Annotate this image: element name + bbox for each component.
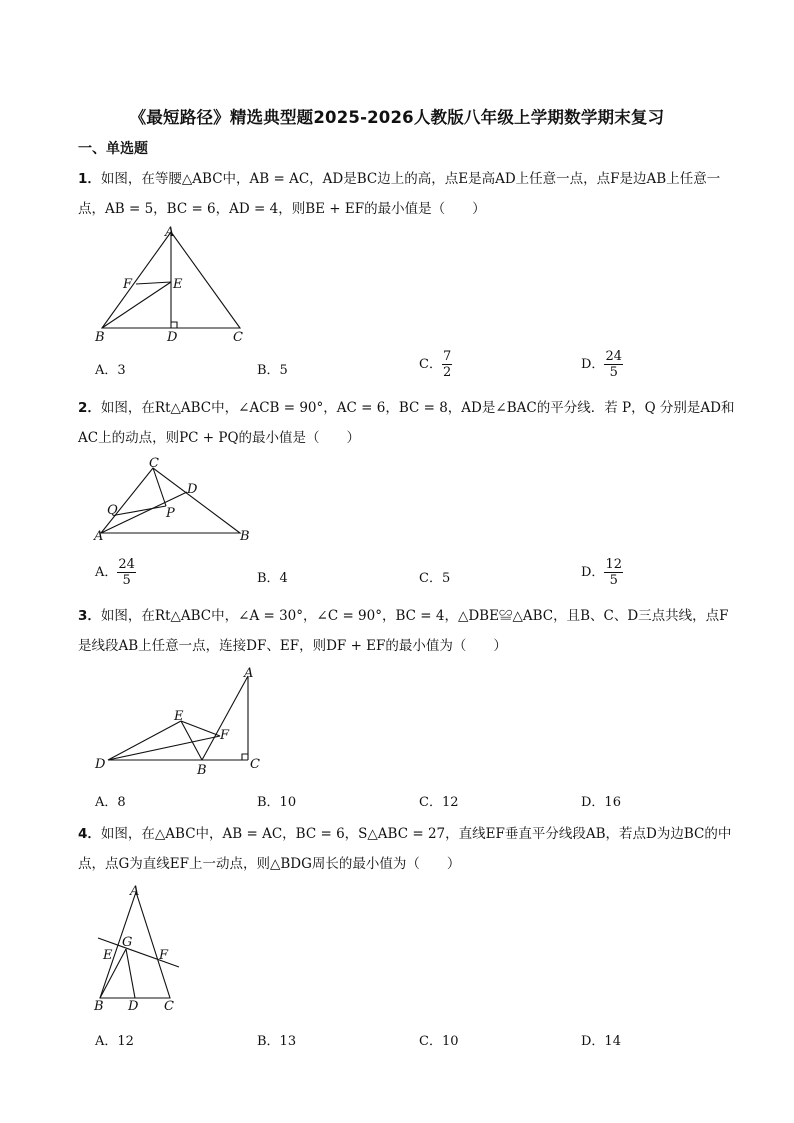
question-4-line-1 — [78, 822, 758, 842]
question-3-text-1: 如图，在Rt△ABC中，∠A = 30°，∠C = 90°，BC = 4，△DBE≌△ABC，且B、C、D三点共线，点F — [100, 608, 729, 624]
right-angle-mark — [171, 322, 177, 328]
triangle-abc — [100, 892, 170, 998]
question-2-number: 2． — [78, 400, 101, 416]
segment-ef — [181, 721, 220, 736]
segment-be — [102, 282, 171, 328]
q2-option-a-fraction: $\frac{24}{5}$ — [118, 557, 135, 588]
q3-option-a[interactable]: A．8 — [95, 795, 126, 810]
segment-df — [108, 736, 220, 760]
label-b: B — [94, 999, 104, 1014]
label-b: B — [95, 330, 105, 345]
question-3-line-1 — [78, 604, 758, 624]
segment-gd — [126, 949, 135, 998]
question-3-number: 3． — [78, 608, 101, 624]
question-1-figure — [92, 222, 262, 347]
label-g: G — [122, 935, 133, 950]
q4-option-b[interactable]: B．13 — [257, 1034, 297, 1049]
label-a: A — [94, 529, 104, 544]
q2-option-d-prefix: D． — [581, 565, 605, 580]
label-c: C — [164, 999, 174, 1014]
question-1-line-1 — [78, 167, 758, 187]
label-p: P — [166, 506, 175, 521]
q4-option-d[interactable]: D．14 — [581, 1034, 621, 1049]
q1-option-d[interactable] — [581, 349, 623, 380]
question-4-figure — [92, 882, 192, 1017]
q1-option-d-prefix: D． — [581, 357, 605, 372]
segment-de — [108, 721, 181, 760]
label-e: E — [173, 277, 183, 292]
q2-option-d[interactable] — [581, 557, 623, 588]
label-b: B — [197, 763, 207, 778]
label-f: F — [123, 277, 133, 292]
label-b: B — [240, 529, 250, 544]
label-a: A — [165, 225, 175, 240]
label-d: D — [167, 330, 178, 345]
question-4-number: 4． — [78, 826, 101, 842]
q1-option-c-prefix: C． — [419, 357, 442, 372]
label-f: F — [159, 948, 169, 963]
label-a: A — [244, 666, 254, 681]
segment-fe — [136, 282, 171, 284]
page-title: 《最短路径》精选典型题2025-2026人教版八年级上学期数学期末复习 — [129, 108, 665, 127]
label-d: D — [95, 757, 106, 772]
q1-option-c-fraction: $\frac{7}{2}$ — [442, 349, 452, 380]
q2-option-a-prefix: A． — [95, 565, 118, 580]
q2-option-b[interactable]: B．4 — [257, 571, 288, 586]
label-q: Q — [107, 503, 118, 518]
segment-ab — [202, 676, 248, 760]
q3-option-b[interactable]: B．10 — [257, 795, 297, 810]
question-1-line-2: 点，AB = 5，BC = 6，AD = 4，则BE + EF的最小值是（ ） — [78, 201, 486, 217]
q2-option-a[interactable] — [95, 557, 136, 588]
question-2-line-1 — [78, 396, 758, 416]
q4-option-c[interactable]: C．10 — [419, 1034, 459, 1049]
question-4-text-1: 如图，在△ABC中，AB = AC，BC = 6，S△ABC = 27，直线EF垂直平分线段AB，若点D为边BC的中 — [100, 826, 732, 842]
question-1-text-1: 如图，在等腰△ABC中，AB = AC，AD是BC边上的高，点E是高AD上任意一点，点F是边AB上任意一 — [100, 171, 721, 187]
q1-option-d-fraction: $\frac{24}{5}$ — [605, 349, 622, 380]
question-4-line-2: 点，点G为直线EF上一动点，则△BDG周长的最小值为（ ） — [78, 856, 461, 872]
label-e: E — [103, 948, 113, 963]
q3-option-d[interactable]: D．16 — [581, 795, 621, 810]
label-c: C — [233, 330, 243, 345]
q1-option-a[interactable]: A．3 — [95, 363, 126, 378]
label-e: E — [174, 709, 184, 724]
question-2-text-1: 如图，在Rt△ABC中，∠ACB = 90°，AC = 6，BC = 8，AD是∠BAC的平分线．若 P，Q 分别是AD和 — [100, 400, 735, 416]
q2-option-d-fraction: $\frac{12}{5}$ — [605, 557, 622, 588]
q4-option-a[interactable]: A．12 — [95, 1034, 134, 1049]
label-c: C — [149, 456, 159, 471]
q1-option-b[interactable]: B．5 — [257, 363, 288, 378]
question-2-line-2: AC上的动点，则PC + PQ的最小值是（ ） — [78, 430, 361, 446]
segment-cp — [153, 468, 166, 506]
question-3-line-2: 是线段AB上任意一点，连接DF、EF，则DF + EF的最小值为（ ） — [78, 638, 507, 654]
label-d: D — [128, 999, 139, 1014]
right-angle-mark — [242, 754, 248, 760]
section-heading: 一、单选题 — [78, 141, 148, 157]
question-3-figure — [92, 664, 277, 779]
label-a: A — [130, 884, 140, 899]
question-2-figure — [92, 456, 262, 546]
q2-option-c[interactable]: C．5 — [419, 571, 451, 586]
label-d: D — [187, 482, 198, 497]
label-c: C — [250, 757, 260, 772]
q1-option-c[interactable] — [419, 349, 452, 380]
q3-option-c[interactable]: C．12 — [419, 795, 459, 810]
label-f: F — [220, 728, 230, 743]
question-1-number: 1． — [78, 171, 101, 187]
